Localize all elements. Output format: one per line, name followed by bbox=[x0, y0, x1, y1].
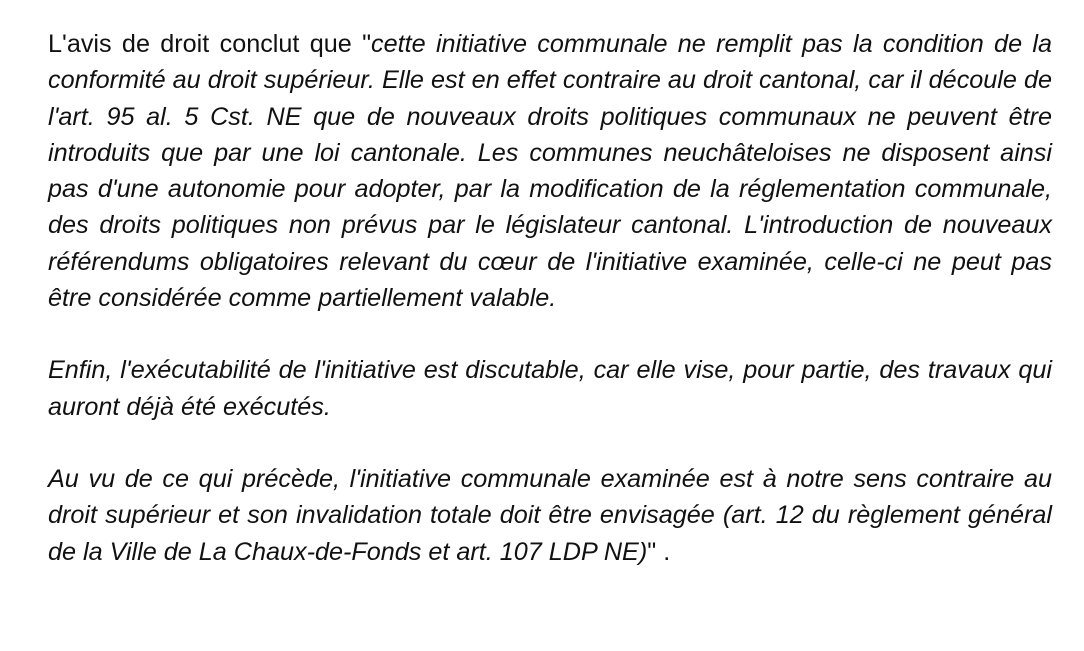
paragraph-conclusion bbox=[48, 461, 1052, 570]
closing-quote-mark: " . bbox=[647, 537, 671, 566]
quoted-text: Au vu de ce qui précède, l'initiative communale examinée est à notre sens contraire au droit supérieur et son invalidation totale doit être envisagée (art. 12 du règlement général de la Ville de La Chaux-de-Fonds et art. 107 LDP NE) bbox=[48, 464, 1052, 566]
paragraph-enforceability bbox=[48, 352, 1052, 425]
paragraph-lead-text: L'avis de droit conclut que " bbox=[48, 30, 372, 58]
document-body bbox=[48, 26, 1052, 570]
quoted-text: cette initiative communale ne remplit pas la condition de la conformité au droit supérieur. Elle est en effet contraire au droit cantonal, car il découle de l'art. 95 al. 5 Cst. NE que de nouveaux droits politiques communaux ne peuvent être introduits que par une loi cantonale. Les communes neuchâteloises ne disposent ainsi pas d'une autonomie pour adopter, par la modification de la réglementation communale, des droits politiques non prévus par le législateur cantonal. L'introduction de nouveaux référendums obligatoires relevant du cœur de l'initiative examinée, celle-ci ne peut pas être considérée comme partiellement valable. bbox=[48, 30, 1052, 313]
paragraph-legal-opinion bbox=[48, 26, 1052, 316]
quoted-text: Enfin, l'exécutabilité de l'initiative est discutable, car elle vise, pour partie, des travaux qui auront déjà été exécutés. bbox=[48, 356, 1052, 421]
